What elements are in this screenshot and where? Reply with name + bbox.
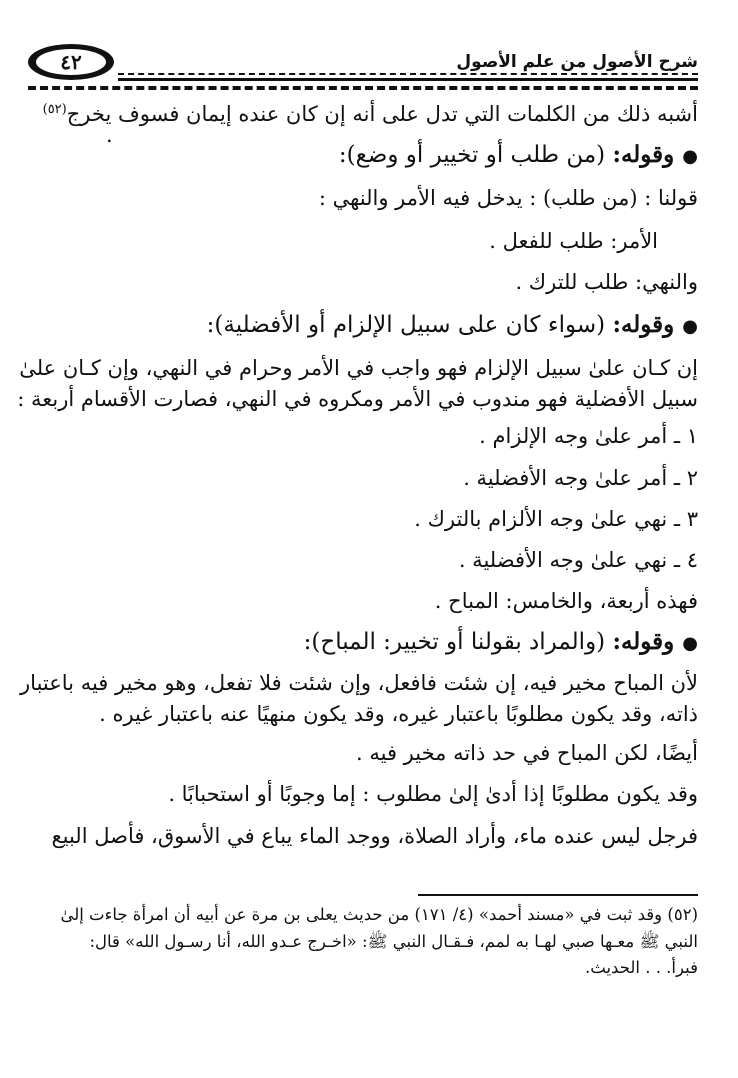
footnote: [46, 902, 698, 982]
heading-keyword: وقوله:: [612, 311, 675, 339]
footnote-line: فبرأ. . . الحديث.: [585, 958, 698, 978]
bullet-icon: ●: [682, 633, 698, 655]
paragraph-line: والنهي: طلب للترك .: [515, 270, 698, 295]
paragraph-line: سبيل الأفضلية فهو مندوب في الأمر ومكروه في النهي، فصارت الأقسام أربعة :: [17, 387, 698, 412]
paragraph-line: فرجل ليس عنده ماء، وأراد الصلاة، ووجد الماء يباع في الأسوق، فأصل البيع: [51, 823, 698, 848]
heading-text: (والمراد بقولنا أو تخيير: المباح):: [303, 629, 606, 656]
text-span: أشبه ذلك من الكلمات التي تدل على أنه إن كان عنده إيمان فسوف يخرج: [66, 102, 698, 126]
paragraph-line: إن كـان علىٰ سبيل الإلزام فهو واجب في الأمر وحرام في النهي، وإن كـان علىٰ: [19, 355, 698, 380]
page-number-badge: [28, 44, 114, 80]
section-heading: [46, 141, 698, 170]
footnote-rule: [418, 894, 698, 896]
page-body: أشبه ذلك من الكلمات التي تدل على أنه إن كان عنده إيمان فسوف يخرج$^{(٥٢)}$ . ●وقوله: (من طلب أو تخيير أو وضع): قولنا : (من طلب) : يدخل فيه الأمر والنهي : الأمر: طلب للفعل . والنهي: طلب للترك . ●وقوله: (سواء كان على سبيل الإلزام أو الأفضلية): إن كـان علىٰ سبيل الإلزام فهو واجب في الأمر وحرام في النهي، وإن كـان علىٰ سبيل الأفضلية فهو مندوب في الأمر ومكروه في النهي، فصارت الأقسام أربعة : ١ ـ أمر علىٰ وجه الإلزام . ٢ ـ أمر علىٰ وجه الأفضلية . ٣ ـ نهي علىٰ وجه الألزام بالترك . ٤ ـ نهي علىٰ وجه الأفضلية . فهذه أربعة، والخامس: المباح . ●وقوله: (والمراد بقولنا أو تخيير: المباح): لأن المباح مخير فيه، إن شئت فافعل، وإن شئت فلا تفعل، وهو مخير فيه باعتبار ذاته، وقد يكون مطلوبًا باعتبار غيره، وقد يكون منهيًا عنه باعتبار غيره . أيضًا، لكن المباح في حد ذاته مخير فيه . وقد يكون مطلوبًا إذا أدىٰ إلىٰ مطلوب : إما وجوبًا أو استحبابًا . فرجل ليس عنده ماء، وأراد الصلاة، ووجد الماء يباع في الأسوق، فأصل البيع: [17, 102, 698, 848]
heading-text: (من طلب أو تخيير أو وضع):: [338, 142, 606, 169]
page-header: [28, 40, 698, 90]
section-heading: [46, 311, 698, 340]
footnote-line: النبي ﷺ معـها صبي لهـا به لمم، فـقـال النبي ﷺ: «اخـرج عـدو الله، أنا رسـول الله» قال:: [89, 931, 698, 951]
paragraph-line: ذاته، وقد يكون مطلوبًا باعتبار غيره، وقد يكون منهيًا عنه باعتبار غيره .: [99, 702, 698, 727]
paragraph-line: وقد يكون مطلوبًا إذا أدىٰ إلىٰ مطلوب : إما وجوبًا أو استحبابًا .: [168, 782, 698, 807]
header-rule-solid: [118, 78, 698, 81]
list-item: ١ ـ أمر علىٰ وجه الإلزام .: [479, 424, 698, 449]
heading-text: (سواء كان على سبيل الإلزام أو الأفضلية):: [206, 312, 606, 339]
paragraph-line: فهذه أربعة، والخامس: المباح .: [434, 589, 698, 614]
header-rule-dashed: [28, 86, 698, 90]
paragraph-line: أيضًا، لكن المباح في حد ذاته مخير فيه .: [356, 741, 698, 766]
heading-keyword: وقوله:: [612, 628, 675, 656]
paragraph-line: الأمر: طلب للفعل .: [489, 228, 658, 253]
heading-keyword: وقوله:: [612, 141, 675, 169]
paragraph-line: [42, 102, 698, 127]
section-heading: [46, 628, 698, 657]
header-rule-top: [118, 73, 698, 75]
bullet-icon: ●: [682, 316, 698, 338]
bullet-icon: ●: [682, 146, 698, 168]
paragraph-line: قولنا : (من طلب) : يدخل فيه الأمر والنهي :: [318, 185, 698, 210]
running-title: شرح الأصول من علم الأصول: [456, 52, 698, 72]
list-item: ٢ ـ أمر علىٰ وجه الأفضلية .: [463, 465, 698, 490]
footnote-ref: (٥٢): [42, 102, 67, 117]
page-number: ٤٢: [36, 49, 106, 75]
list-item: ٤ ـ نهي علىٰ وجه الأفضلية .: [458, 547, 698, 572]
footnote-line: (٥٢) وقد ثبت في «مسند أحمد» (٤/ ١٧١) من حديث يعلى بن مرة عن أبيه أن امرأة جاءت إلىٰ: [60, 905, 698, 924]
list-item: ٣ ـ نهي علىٰ وجه الألزام بالترك .: [414, 506, 698, 531]
paragraph-line: لأن المباح مخير فيه، إن شئت فافعل، وإن شئت فلا تفعل، وهو مخير فيه باعتبار: [20, 670, 698, 695]
